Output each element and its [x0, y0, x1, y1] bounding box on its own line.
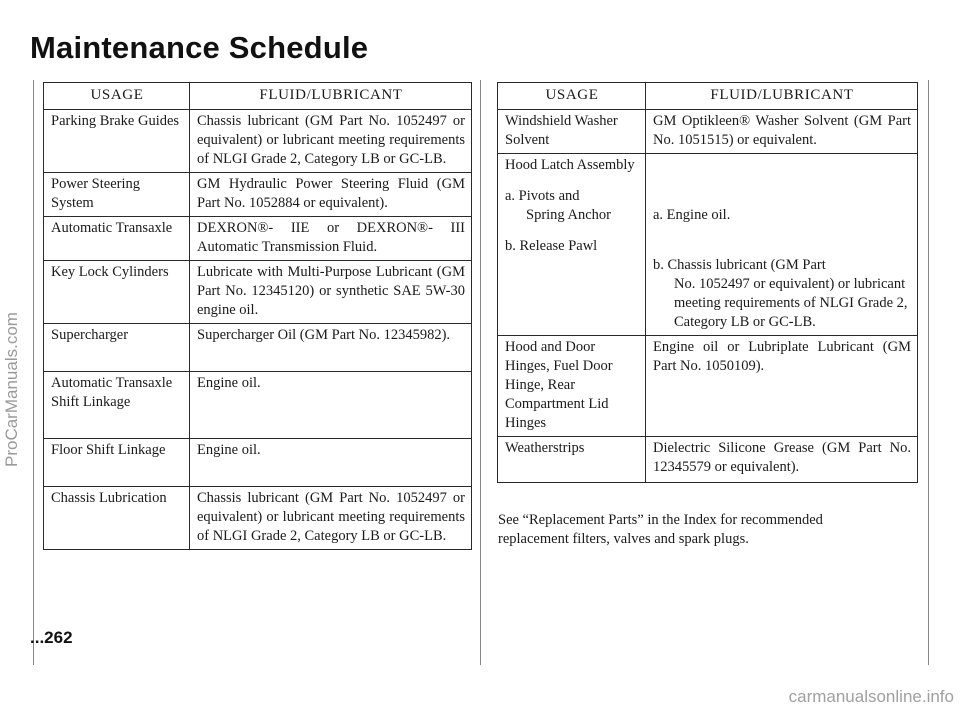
- fluid-cell: Chassis lubricant (GM Part No. 1052497 or equivalent) or lubricant meeting requirements of NLGI Grade 2, Category LB or GC-LB.: [190, 487, 472, 550]
- fluid-cell: Chassis lubricant (GM Part No. 1052497 or equivalent) or lubricant meeting requirements of NLGI Grade 2, Category LB or GC-LB.: [190, 110, 472, 173]
- hood-latch-label: Hood Latch Assembly: [505, 157, 635, 173]
- bottom-watermark: carmanualsonline.info: [788, 687, 954, 706]
- table-header-row: [44, 83, 472, 110]
- sub-fluid-b: b. Chassis lubricant (GM Part: [653, 257, 826, 273]
- usage-cell: Automatic Transaxle: [44, 217, 190, 261]
- fluid-cell: Engine oil.: [190, 439, 472, 487]
- table-header-row: [498, 83, 918, 110]
- fluid-cell: [646, 154, 918, 336]
- table-row: [44, 173, 472, 217]
- table-row: [498, 336, 918, 437]
- fluid-cell: Engine oil or Lubriplate Lubricant (GM Part No. 1050109).: [646, 336, 918, 437]
- usage-cell: Chassis Lubrication: [44, 487, 190, 550]
- fluid-cell: Lubricate with Multi-Purpose Lubricant (GM Part No. 12345120) or synthetic SAE 5W-30 engine oil.: [190, 261, 472, 324]
- usage-cell: Key Lock Cylinders: [44, 261, 190, 324]
- center-divider-rule: [480, 80, 481, 665]
- fluid-cell: DEXRON®- IIE or DEXRON®- III Automatic Transmission Fluid.: [190, 217, 472, 261]
- sub-usage-a-cont: Spring Anchor: [526, 207, 611, 223]
- table-row: [44, 261, 472, 324]
- usage-cell: Parking Brake Guides: [44, 110, 190, 173]
- table-row: [44, 110, 472, 173]
- side-watermark: ProCarManuals.com: [2, 312, 21, 468]
- fluid-cell: Dielectric Silicone Grease (GM Part No. 12345579 or equivalent).: [646, 437, 918, 483]
- sub-fluid-b-cont: No. 1052497 or equivalent) or lubricant meeting requirements of NLGI Grade 2, Category LB or GC-LB.: [674, 276, 908, 330]
- table-row: [44, 324, 472, 372]
- table-row: [498, 110, 918, 154]
- sub-fluid-a: a. Engine oil.: [653, 207, 731, 223]
- fluid-column-header: FLUID/LUBRICANT: [190, 83, 472, 110]
- left-lubricant-table: [43, 82, 472, 550]
- usage-cell: Floor Shift Linkage: [44, 439, 190, 487]
- fluid-cell: GM Hydraulic Power Steering Fluid (GM Part No. 1052884 or equivalent).: [190, 173, 472, 217]
- table-row: [44, 487, 472, 550]
- usage-cell: Power Steering System: [44, 173, 190, 217]
- page-title: Maintenance Schedule: [30, 30, 369, 65]
- fluid-cell: Supercharger Oil (GM Part No. 12345982).: [190, 324, 472, 372]
- usage-column-header: USAGE: [44, 83, 190, 110]
- table-row: [44, 439, 472, 487]
- left-margin-rule: [33, 80, 34, 665]
- fluid-cell: GM Optikleen® Washer Solvent (GM Part No. 1051515) or equivalent.: [646, 110, 918, 154]
- usage-cell: Windshield Washer Solvent: [498, 110, 646, 154]
- fluid-cell: Engine oil.: [190, 372, 472, 439]
- fluid-cell-empty: [653, 156, 911, 194]
- table-row: [498, 154, 918, 336]
- usage-cell: Hood and Door Hinges, Fuel Door Hinge, Rear Compartment Lid Hinges: [498, 336, 646, 437]
- usage-column-header: USAGE: [498, 83, 646, 110]
- fluid-column-header: FLUID/LUBRICANT: [646, 83, 918, 110]
- table-row: [44, 217, 472, 261]
- usage-cell: [498, 154, 646, 336]
- right-margin-rule: [928, 80, 929, 665]
- table-row: [44, 372, 472, 439]
- right-lubricant-table: [497, 82, 918, 483]
- sub-usage-a: a. Pivots and: [505, 188, 580, 204]
- usage-cell: Automatic Transaxle Shift Linkage: [44, 372, 190, 439]
- replacement-parts-note: See “Replacement Parts” in the Index for recommended replacement filters, valves and spark plugs.: [498, 512, 823, 547]
- table-row: [498, 437, 918, 483]
- usage-cell: Supercharger: [44, 324, 190, 372]
- sub-usage-b: b. Release Pawl: [505, 238, 598, 254]
- page-number: ...262: [30, 628, 73, 647]
- usage-cell: Weatherstrips: [498, 437, 646, 483]
